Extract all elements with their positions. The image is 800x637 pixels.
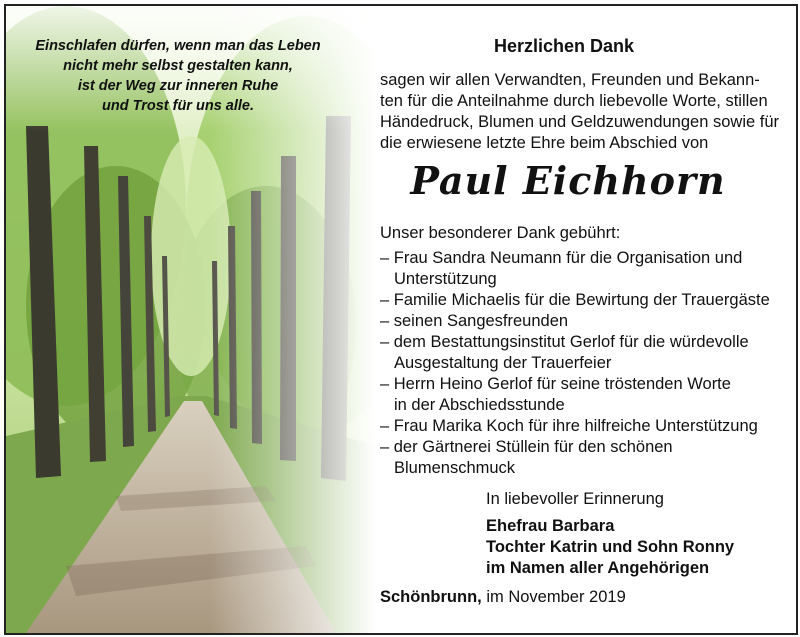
list-item: – Familie Michaelis für die Bewirtung der Trauergäste [380,291,770,309]
obituary-card [4,4,798,635]
special-thanks-heading: Unser besonderer Dank gebührt: [380,224,621,242]
place: Schönbrunn, [380,588,482,606]
special-thanks-list [380,248,790,479]
text-column [378,6,790,633]
date: im November 2019 [486,588,626,606]
list-item: – der Gärtnerei Stüllein für den schönen [380,438,673,456]
signer: Ehefrau Barbara [486,517,615,535]
signer: im Namen aller Angehörigen [486,559,710,577]
intro-line: Händedruck, Blumen und Geldzuwendungen sowie für [380,113,779,131]
list-item: – Herrn Heino Gerlof für seine tröstenden Worte [380,375,731,393]
quote-line: Einschlafen dürfen, wenn man das Leben [35,38,321,54]
quote-line: ist der Weg zur inneren Ruhe [77,78,279,94]
intro-line: ten für die Anteilnahme durch liebevolle Worte, stillen [380,92,768,110]
list-item: Ausgestaltung der Trauerfeier [394,354,612,372]
list-item: – dem Bestattungsinstitut Gerlof für die würdevolle [380,333,749,351]
list-item: – Frau Marika Koch für ihre hilfreiche Unterstützung [380,417,758,435]
signers-list [486,516,734,579]
place-date [380,588,626,607]
quote-text [28,36,328,116]
signer: Tochter Katrin und Sohn Ronny [486,538,735,556]
intro-line: sagen wir allen Verwandten, Freunden und Bekann- [380,71,760,89]
list-item: – Frau Sandra Neumann für die Organisation und [380,249,743,267]
list-item: – seinen Sangesfreunden [380,312,569,330]
deceased-name: Paul Eichhorn [410,158,726,203]
intro-line: die erwiesene letzte Ehre beim Abschied von [380,134,709,152]
memory-line: In liebevoller Erinnerung [486,490,664,508]
list-item: in der Abschiedsstunde [394,396,565,414]
quote-line: nicht mehr selbst gestalten kann, [63,58,293,74]
intro-paragraph [380,70,784,154]
page-title: Herzlichen Dank [493,36,635,56]
quote-line: und Trost für uns alle. [102,98,254,114]
list-item: Unterstützung [394,270,497,288]
list-item: Blumenschmuck [394,459,516,477]
